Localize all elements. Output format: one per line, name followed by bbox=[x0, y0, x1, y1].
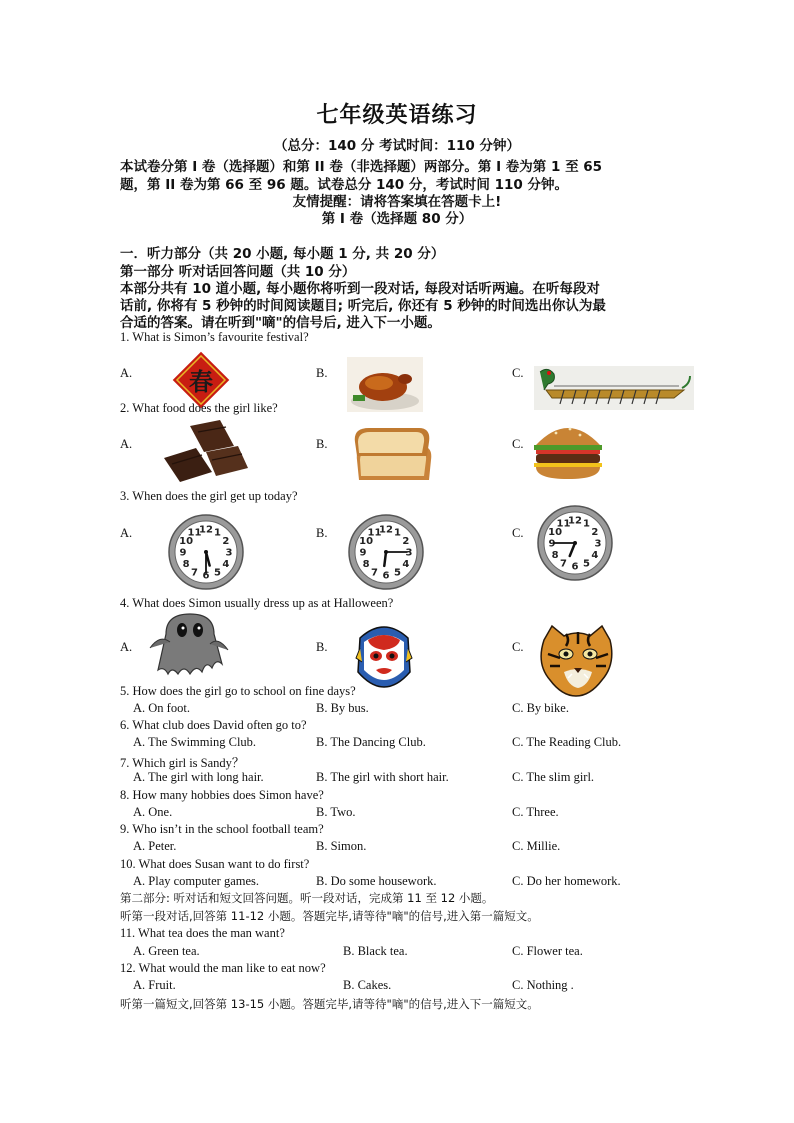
option-b: B. Two. bbox=[316, 805, 356, 819]
clock-number: 8 bbox=[551, 550, 559, 561]
intro-line-2: 题，第 II 卷为第 66 至 96 题。试卷总分 140 分，考试时间 110 分钟。 bbox=[120, 177, 568, 193]
clock-number: 2 bbox=[591, 527, 599, 538]
clock-number: 9 bbox=[548, 538, 556, 550]
clock-number: 1 bbox=[214, 527, 221, 539]
option-b: B. bbox=[316, 437, 328, 451]
chocolate-icon bbox=[160, 418, 248, 482]
clock-number: 2 bbox=[402, 536, 410, 547]
volume-heading: 第 I 卷（选择题 80 分） bbox=[321, 211, 473, 227]
ghost-icon bbox=[146, 612, 232, 680]
clock-number: 12 bbox=[379, 524, 393, 536]
option-b: B. By bus. bbox=[316, 701, 369, 715]
exam-meta: （总分：140 分 考试时间：110 分钟） bbox=[274, 138, 520, 154]
clock-number: 7 bbox=[560, 558, 567, 570]
option-c: C. bbox=[512, 437, 524, 451]
option-c: C. bbox=[512, 640, 524, 654]
clock-number: 3 bbox=[594, 538, 602, 550]
option-b: B. The girl with short hair. bbox=[316, 770, 449, 784]
dragon-boat-icon bbox=[534, 364, 694, 410]
clock-number: 2 bbox=[222, 536, 230, 547]
hamburger-icon bbox=[530, 415, 606, 485]
option-b: B. bbox=[316, 640, 328, 654]
option-b: B. Do some housework. bbox=[316, 874, 437, 888]
option-c: C. Nothing . bbox=[512, 978, 574, 992]
footer-instruction: 听第一篇短文,回答第 13-15 小题。答题完毕,请等待"嘀"的信号,进入下一篇短文。 bbox=[120, 997, 539, 1011]
option-a: A. bbox=[120, 526, 133, 540]
intro-line-1: 本试卷分第 I 卷（选择题）和第 II 卷（非选择题）两部分。第 I 卷为第 1 至 65 bbox=[120, 159, 603, 175]
clock-number: 8 bbox=[362, 559, 370, 570]
option-c: C. By bike. bbox=[512, 701, 569, 715]
clock-number: 5 bbox=[394, 567, 401, 579]
option-a: A. bbox=[120, 437, 133, 451]
option-c: C. bbox=[512, 526, 524, 540]
page-title: 七年级英语练习 bbox=[316, 103, 478, 128]
option-c: C. Millie. bbox=[512, 839, 561, 853]
question-12: 12. What would the man like to eat now? bbox=[120, 961, 326, 975]
question-5: 5. How does the girl go to school on fine days? bbox=[120, 684, 356, 698]
clock-number: 4 bbox=[222, 559, 230, 570]
part2-instruction: 听第一段对话,回答第 11-12 小题。答题完毕,请等待"嘀"的信号,进入第一篇短文。 bbox=[120, 909, 539, 923]
question-9: 9. Who isn’t in the school football team? bbox=[120, 822, 324, 836]
clock-number: 4 bbox=[591, 550, 599, 561]
clock-number: 12 bbox=[199, 524, 213, 536]
clock-number: 4 bbox=[402, 559, 410, 570]
option-b: B. Black tea. bbox=[343, 944, 408, 958]
clock-number: 3 bbox=[225, 547, 233, 559]
clock-number: 9 bbox=[359, 547, 367, 559]
roast-duck-icon bbox=[347, 357, 423, 412]
clock-number: 11 bbox=[556, 518, 571, 530]
listening-heading: 一．听力部分（共 20 小题, 每小题 1 分, 共 20 分） bbox=[120, 246, 445, 262]
option-a: A. Fruit. bbox=[133, 978, 176, 992]
instruction-line-3: 合适的答案。请在听到"嘀"的信号后, 进入下一小题。 bbox=[120, 315, 441, 331]
clock-number: 3 bbox=[405, 547, 413, 559]
clock-number: 6 bbox=[571, 561, 579, 573]
bread-icon bbox=[351, 420, 433, 488]
clock-530-icon bbox=[167, 513, 245, 591]
part1-heading: 第一部分 听对话回答问题（共 10 分） bbox=[120, 264, 356, 280]
question-8: 8. How many hobbies does Simon have? bbox=[120, 788, 324, 802]
option-c: C. bbox=[512, 366, 524, 380]
clock-number: 10 bbox=[548, 527, 563, 538]
question-6: 6. What club does David often go to? bbox=[120, 718, 307, 732]
clock-number: 6 bbox=[382, 570, 390, 582]
instruction-line-2: 话前, 你将有 5 秒钟的时间阅读题目; 听完后, 你还有 5 秒钟的时间选出你认为最 bbox=[120, 298, 606, 314]
spring-char: 春 bbox=[189, 368, 213, 396]
tiger-mask-icon bbox=[536, 620, 618, 698]
friendly-tip: 友情提醒：请将答案填在答题卡上! bbox=[292, 194, 502, 210]
clock-number: 5 bbox=[214, 567, 221, 579]
clock-615-icon bbox=[347, 513, 425, 591]
monkey-mask-icon bbox=[354, 620, 414, 694]
clock-number: 7 bbox=[371, 567, 378, 579]
option-a: A. One. bbox=[133, 805, 173, 819]
part2-heading: 第二部分: 听对话和短文回答问题。听一段对话，完成第 11 至 12 小题。 bbox=[120, 891, 494, 905]
option-c: C. Flower tea. bbox=[512, 944, 583, 958]
clock-number: 8 bbox=[182, 559, 190, 570]
option-a: A. bbox=[120, 640, 133, 654]
clock-number: 10 bbox=[179, 536, 194, 547]
question-1: 1. What is Simon’s favourite festival? bbox=[120, 330, 309, 344]
question-11: 11. What tea does the man want? bbox=[120, 926, 285, 940]
question-10: 10. What does Susan want to do first? bbox=[120, 857, 310, 871]
option-a: A. The girl with long hair. bbox=[133, 770, 264, 784]
instruction-line-1: 本部分共有 10 道小题, 每小题你将听到一段对话, 每段对话听两遍。在听每段对 bbox=[120, 281, 600, 297]
option-c: C. The slim girl. bbox=[512, 770, 595, 784]
question-7: 7. Which girl is Sandy？ bbox=[120, 756, 245, 770]
option-a: A. On foot. bbox=[133, 701, 190, 715]
option-c: C. The Reading Club. bbox=[512, 735, 622, 749]
option-b: B. bbox=[316, 526, 328, 540]
clock-number: 9 bbox=[179, 547, 187, 559]
clock-number: 5 bbox=[583, 558, 590, 570]
option-a: A. bbox=[120, 366, 133, 380]
clock-number: 11 bbox=[367, 527, 382, 539]
clock-number: 7 bbox=[191, 567, 198, 579]
question-3: 3. When does the girl get up today? bbox=[120, 489, 298, 503]
option-a: A. Green tea. bbox=[133, 944, 200, 958]
clock-number: 6 bbox=[202, 570, 210, 582]
option-a: A. The Swimming Club. bbox=[133, 735, 257, 749]
question-4: 4. What does Simon usually dress up as at Halloween? bbox=[120, 596, 394, 610]
clock-number: 1 bbox=[394, 527, 401, 539]
clock-number: 1 bbox=[583, 518, 590, 530]
question-2: 2. What food does the girl like? bbox=[120, 401, 278, 415]
option-c: C. Do her homework. bbox=[512, 874, 621, 888]
clock-number: 10 bbox=[359, 536, 374, 547]
option-c: C. Three. bbox=[512, 805, 559, 819]
option-a: A. Peter. bbox=[133, 839, 177, 853]
option-a: A. Play computer games. bbox=[133, 874, 260, 888]
option-b: B. The Dancing Club. bbox=[316, 735, 426, 749]
option-b: B. Simon. bbox=[316, 839, 367, 853]
option-b: B. bbox=[316, 366, 328, 380]
clock-645-icon bbox=[536, 504, 614, 582]
option-b: B. Cakes. bbox=[343, 978, 392, 992]
clock-number: 11 bbox=[187, 527, 202, 539]
clock-number: 12 bbox=[568, 515, 582, 527]
